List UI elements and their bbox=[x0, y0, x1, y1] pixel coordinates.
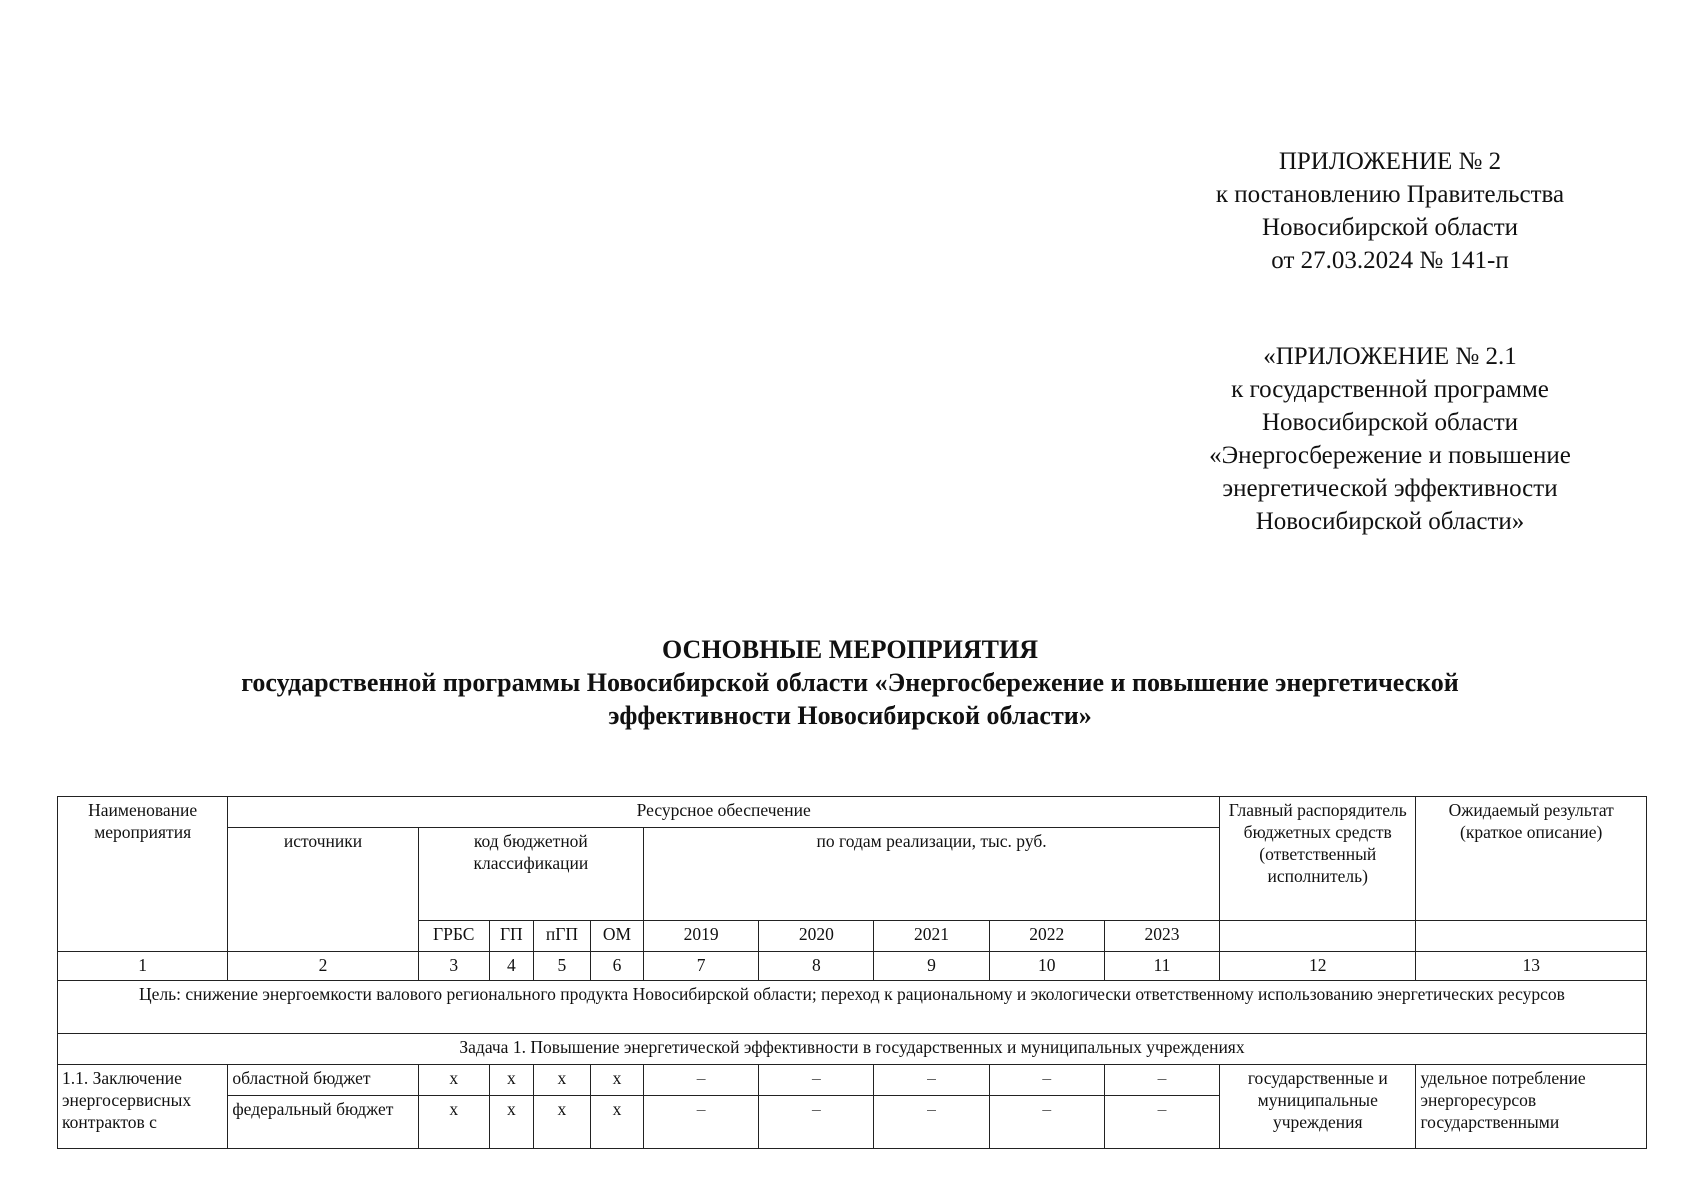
appendix-line: от 27.03.2024 № 141-п bbox=[1271, 247, 1509, 274]
measure-expected: удельное потребление энергоресурсов государственными bbox=[1416, 1065, 1647, 1149]
column-number: 13 bbox=[1416, 952, 1647, 981]
header-budget-code: код бюджетной классификации bbox=[418, 828, 643, 921]
year-cell: – bbox=[759, 1096, 874, 1149]
header-by-years: по годам реализации, тыс. руб. bbox=[644, 828, 1220, 921]
appendix-header bbox=[1160, 145, 1620, 277]
title-line: эффективности Новосибирской области» bbox=[608, 701, 1092, 730]
code-cell: х bbox=[418, 1065, 489, 1096]
task-row: Задача 1. Повышение энергетической эффективности в государственных и муниципальных учреждениях bbox=[58, 1034, 1647, 1065]
code-cell: х bbox=[533, 1096, 590, 1149]
header-sources: источники bbox=[228, 828, 418, 952]
year-cell: – bbox=[644, 1096, 759, 1149]
year-cell: – bbox=[989, 1065, 1104, 1096]
header-code: ОМ bbox=[590, 921, 643, 952]
title-line: ОСНОВНЫЕ МЕРОПРИЯТИЯ bbox=[662, 635, 1038, 664]
column-number: 1 bbox=[58, 952, 228, 981]
code-cell: х bbox=[489, 1096, 533, 1149]
column-number: 4 bbox=[489, 952, 533, 981]
year-cell: – bbox=[989, 1096, 1104, 1149]
goal-row: Цель: снижение энергоемкости валового регионального продукта Новосибирской области; переход к рациональному и экологически ответственному использованию энергетических ресурсов bbox=[58, 981, 1647, 1034]
header-code: ГРБС bbox=[418, 921, 489, 952]
column-number: 12 bbox=[1220, 952, 1416, 981]
code-cell: х bbox=[418, 1096, 489, 1149]
source-cell: областной бюджет bbox=[228, 1065, 418, 1096]
header-empty bbox=[1416, 921, 1647, 952]
code-cell: х bbox=[590, 1096, 643, 1149]
appendix-line: Новосибирской области bbox=[1261, 214, 1519, 241]
title-line: государственной программы Новосибирской области «Энергосбережение и повышение энергетической bbox=[241, 668, 1459, 697]
header-expected: Ожидаемый результат (краткое описание) bbox=[1416, 797, 1647, 921]
appendix-line: ПРИЛОЖЕНИЕ № 2 bbox=[1278, 148, 1502, 175]
source-cell: федеральный бюджет bbox=[228, 1096, 418, 1149]
appendix-line: энергетической эффективности bbox=[1222, 475, 1558, 502]
header-year: 2020 bbox=[759, 921, 874, 952]
header-manager: Главный распорядитель бюджетных средств (ответственный исполнитель) bbox=[1220, 797, 1416, 921]
column-number: 3 bbox=[418, 952, 489, 981]
code-cell: х bbox=[489, 1065, 533, 1096]
column-number: 6 bbox=[590, 952, 643, 981]
measure-manager: государственные и муниципальные учреждения bbox=[1220, 1065, 1416, 1149]
header-year: 2022 bbox=[989, 921, 1104, 952]
column-number: 9 bbox=[874, 952, 989, 981]
year-cell: – bbox=[759, 1065, 874, 1096]
column-number: 8 bbox=[759, 952, 874, 981]
header-empty bbox=[1220, 921, 1416, 952]
header-code: пГП bbox=[533, 921, 590, 952]
header-year: 2021 bbox=[874, 921, 989, 952]
year-cell: – bbox=[1104, 1065, 1219, 1096]
measures-table bbox=[57, 796, 1647, 1149]
column-number: 2 bbox=[228, 952, 418, 981]
column-number: 7 bbox=[644, 952, 759, 981]
header-year: 2023 bbox=[1104, 921, 1219, 952]
code-cell: х bbox=[533, 1065, 590, 1096]
appendix-line: Новосибирской области» bbox=[1255, 508, 1525, 535]
code-cell: х bbox=[590, 1065, 643, 1096]
appendix-line: к государственной программе bbox=[1231, 376, 1549, 403]
header-resource: Ресурсное обеспечение bbox=[228, 797, 1220, 828]
year-cell: – bbox=[1104, 1096, 1219, 1149]
year-cell: – bbox=[874, 1096, 989, 1149]
column-number: 5 bbox=[533, 952, 590, 981]
header-year: 2019 bbox=[644, 921, 759, 952]
appendix-line: «Энергосбережение и повышение bbox=[1209, 442, 1571, 469]
appendix-line: Новосибирской области bbox=[1261, 409, 1519, 436]
measure-name: 1.1. Заключение энергосервисных контрактов с bbox=[58, 1065, 228, 1149]
column-number: 11 bbox=[1104, 952, 1219, 981]
header-code: ГП bbox=[489, 921, 533, 952]
year-cell: – bbox=[874, 1065, 989, 1096]
document-title bbox=[140, 633, 1560, 732]
header-name: Наименование мероприятия bbox=[58, 797, 228, 952]
year-cell: – bbox=[644, 1065, 759, 1096]
appendix-line: к постановлению Правительства bbox=[1215, 181, 1565, 208]
appendix-subheader bbox=[1160, 340, 1620, 538]
column-number: 10 bbox=[989, 952, 1104, 981]
appendix-line: «ПРИЛОЖЕНИЕ № 2.1 bbox=[1263, 343, 1517, 370]
